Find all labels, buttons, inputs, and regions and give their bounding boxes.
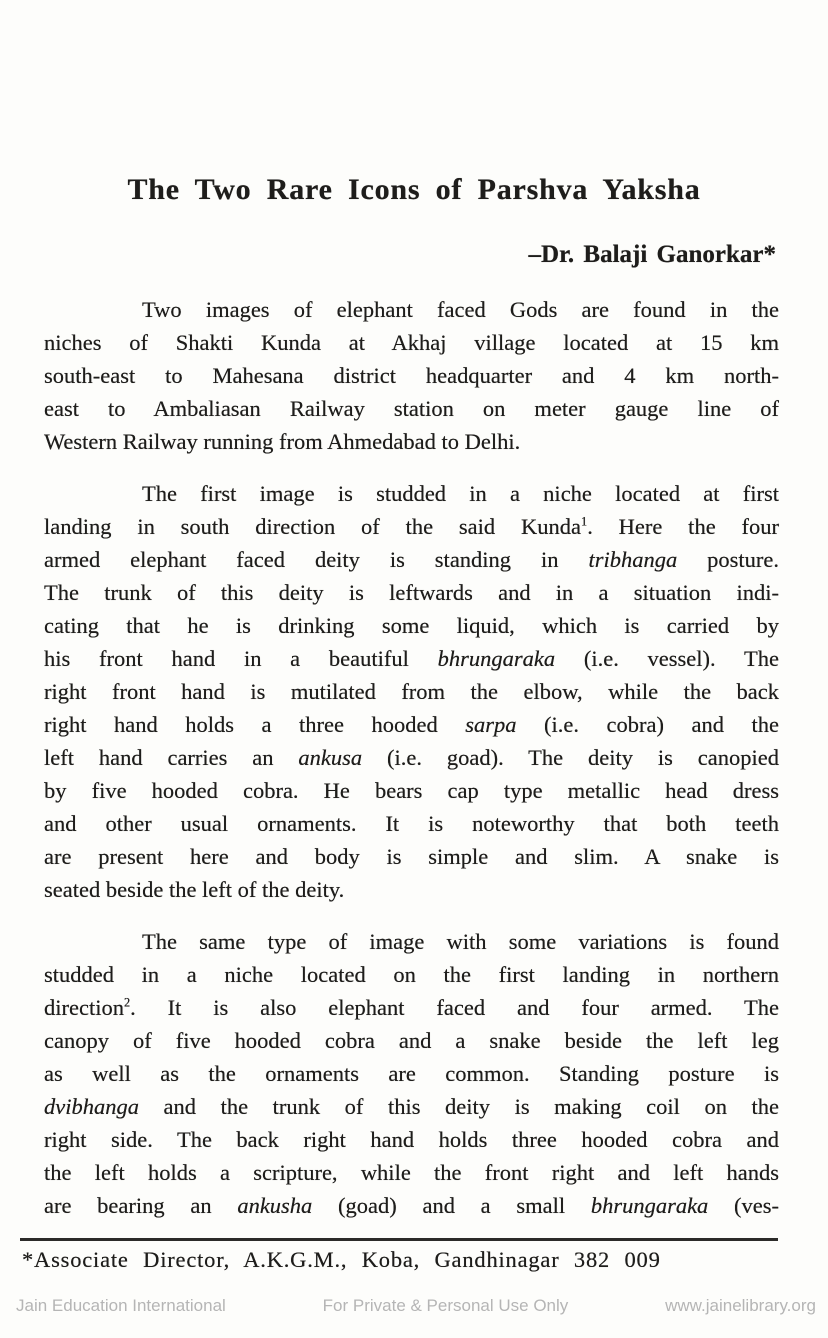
text-line: south-east to Mahesana district headquarter and 4 km north- — [44, 363, 779, 388]
text-line: landing in south direction of the said Kunda$^1$. Here the four — [44, 514, 779, 539]
text-line: studded in a niche located on the first landing in northern — [44, 962, 779, 987]
text-line: right front hand is mutilated from the elbow, while the back — [44, 679, 779, 704]
author-byline: –Dr. Balaji Ganorkar* — [528, 241, 776, 268]
text-line: dvibhanga and the trunk of this deity is making coil on the — [44, 1094, 779, 1119]
text-line: seated beside the left of the deity. — [44, 877, 345, 902]
paragraph — [44, 477, 779, 906]
text-line: left hand carries an ankusa (i.e. goad). The deity is canopied — [44, 745, 779, 770]
text-line: armed elephant faced deity is standing in tribhanga posture. — [44, 547, 780, 572]
text-line: and other usual ornaments. It is noteworthy that both teeth — [44, 811, 779, 836]
paragraph — [44, 925, 779, 1222]
text-line: The first image is studded in a niche located at first — [142, 481, 779, 506]
footer-center-text: For Private & Personal Use Only — [322, 1296, 569, 1315]
text-line: east to Ambaliasan Railway station on meter gauge line of — [44, 396, 779, 421]
scan-footer — [16, 1296, 816, 1316]
text-line: canopy of five hooded cobra and a snake beside the left leg — [44, 1028, 779, 1053]
text-line: cating that he is drinking some liquid, which is carried by — [44, 613, 779, 638]
text-line: the left holds a scripture, while the front right and left hands — [44, 1160, 779, 1185]
text-line: Two images of elephant faced Gods are found in the — [142, 297, 779, 322]
paragraph — [44, 293, 779, 458]
footer-left-text: Jain Education International — [16, 1296, 226, 1315]
text-line: are present here and body is simple and slim. A snake is — [44, 844, 779, 869]
text-line: right hand holds a three hooded sarpa (i.e. cobra) and the — [44, 712, 779, 737]
text-line: by five hooded cobra. He bears cap type metallic head dress — [44, 778, 779, 803]
text-line: are bearing an ankusha (goad) and a small bhrungaraka (ves- — [44, 1193, 780, 1218]
page-title: The Two Rare Icons of Parshva Yaksha — [127, 173, 701, 206]
article-body — [44, 293, 779, 1222]
text-line: as well as the ornaments are common. Standing posture is — [44, 1061, 779, 1086]
text-line: The trunk of this deity is leftwards and in a situation indi- — [44, 580, 779, 605]
text-line: Western Railway running from Ahmedabad to Delhi. — [44, 429, 521, 454]
footnote-divider — [20, 1238, 778, 1241]
text-line: his front hand in a beautiful bhrungaraka (i.e. vessel). The — [44, 646, 779, 671]
footnote: *Associate Director, A.K.G.M., Koba, Gandhinagar 382 009 — [22, 1247, 661, 1272]
footer-right-text: www.jainelibrary.org — [665, 1296, 816, 1315]
text-line: right side. The back right hand holds three hooded cobra and — [44, 1127, 779, 1152]
text-line: niches of Shakti Kunda at Akhaj village located at 15 km — [44, 330, 779, 355]
text-line: The same type of image with some variations is found — [142, 929, 779, 954]
text-line: direction$^2$. It is also elephant faced and four armed. The — [44, 995, 779, 1020]
